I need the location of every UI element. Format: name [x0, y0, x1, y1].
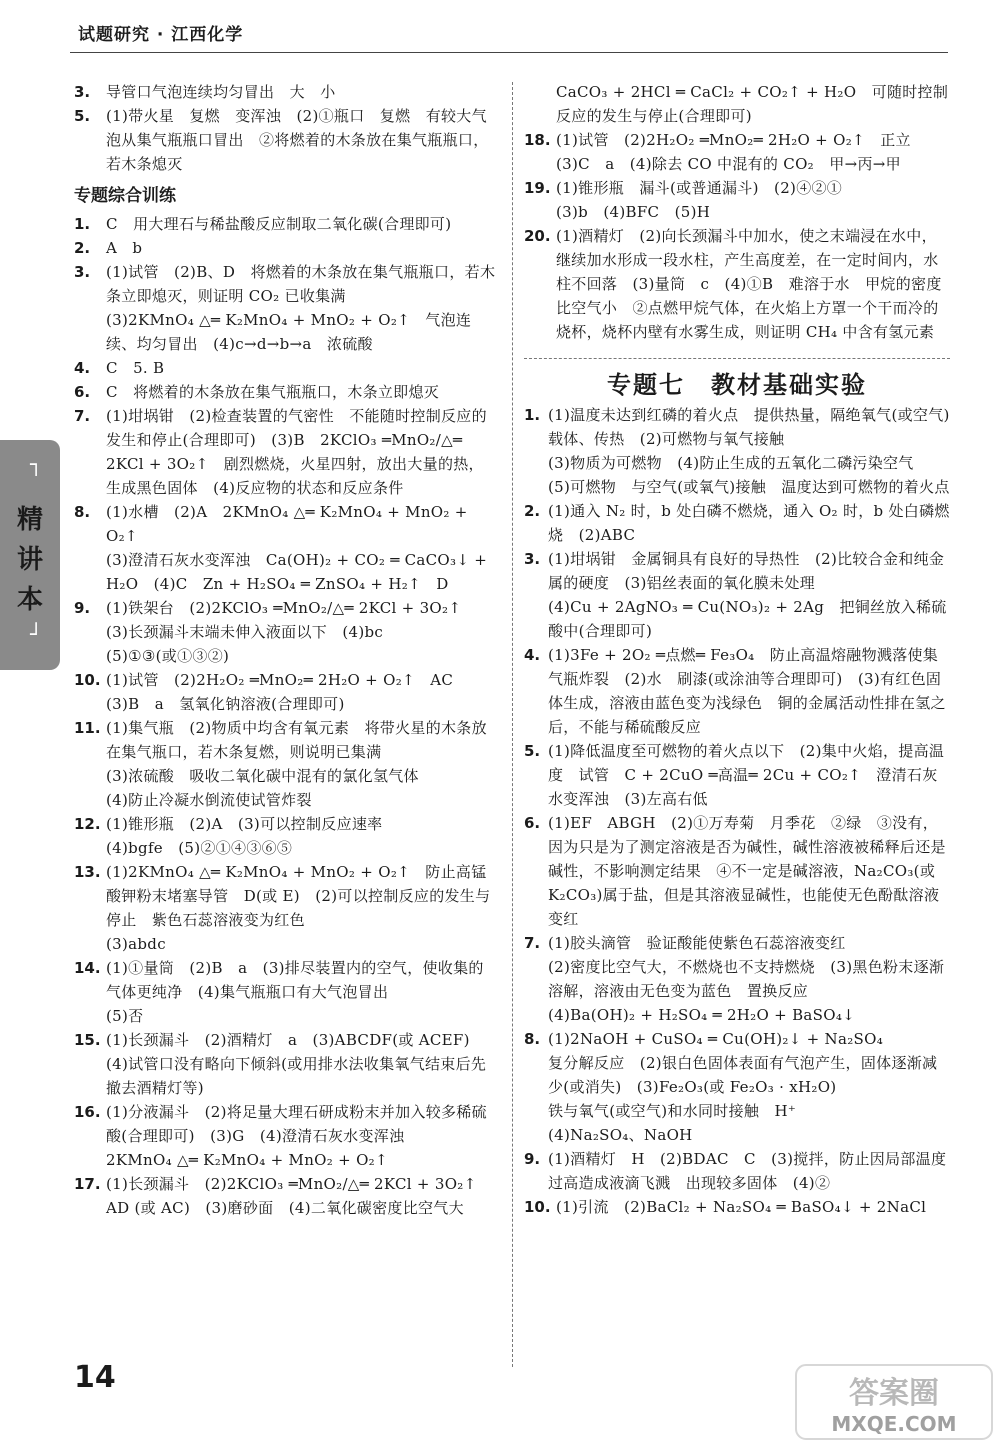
section-title: 专题综合训练	[74, 186, 176, 206]
item-number: 1.	[524, 406, 541, 424]
topic-divider	[524, 358, 950, 359]
item-number: 12.	[74, 815, 101, 833]
answer-item	[524, 224, 950, 344]
answer-item	[74, 956, 498, 1028]
item-text: (1)水槽 (2)A 2KMnO₄ △═ K₂MnO₄ + MnO₂ + O₂↑ (3)澄清石灰水变浑浊 Ca(OH)₂ + CO₂ ═ CaCO₃↓ + H₂O (4)C Zn + H₂SO₄ ═ ZnSO₄ + H₂↑ D	[106, 503, 488, 593]
watermark-text: 答案圈	[849, 1376, 939, 1411]
item-number: 20.	[524, 227, 551, 245]
item-text: (1)带火星 复燃 变浑浊 (2)①瓶口 复燃 有较大气泡从集气瓶瓶口冒出 ②将燃着的木条放在集气瓶瓶口，若木条熄灭	[106, 107, 489, 173]
answer-item	[524, 1195, 950, 1219]
tab-corner-mark-bottom: ┘	[30, 622, 43, 646]
answer-item	[74, 236, 498, 260]
item-number: 10.	[74, 671, 101, 689]
item-number: 3.	[524, 550, 541, 568]
item-number: 5.	[524, 742, 541, 760]
answer-item	[524, 1027, 950, 1147]
item-text: C 5. B	[106, 359, 165, 377]
answer-item	[74, 668, 498, 716]
item-text: (1)降低温度至可燃物的着火点以下 (2)集中火焰，提高温度 试管 C + 2CuO ═高温═ 2Cu + CO₂↑ 澄清石灰水变浑浊 (3)左高右低	[548, 742, 945, 808]
answer-item	[74, 596, 498, 668]
answer-item	[74, 80, 498, 104]
answer-item	[74, 1100, 498, 1172]
item-text: A b	[106, 239, 143, 257]
item-text: (1)试管 (2)2H₂O₂ ═MnO₂═ 2H₂O + O₂↑ 正立 (3)C a (4)除去 CO 中混有的 CO₂ 甲→丙→甲	[556, 131, 911, 173]
answer-item	[74, 1028, 498, 1100]
item-number: 5.	[74, 107, 91, 125]
item-text: (1)铁架台 (2)2KClO₃ ═MnO₂/△═ 2KCl + 3O₂↑ (3)长颈漏斗末端未伸入液面以下 (4)bc (5)①③(或①③②)	[106, 599, 462, 665]
item-text: (1)引流 (2)BaCl₂ + Na₂SO₄ ═ BaSO₄↓ + 2NaCl	[556, 1198, 927, 1216]
tab-corner-mark-top: ┐	[30, 452, 43, 476]
item-text: (1)集气瓶 (2)物质中均含有氧元素 将带火星的木条放在集气瓶口，若木条复燃，则说明已集满 (3)浓硫酸 吸收二氧化碳中混有的氯化氢气体 (4)防止冷凝水倒流使试管炸裂	[106, 719, 487, 809]
item-number: 9.	[74, 599, 91, 617]
item-text: (1)酒精灯 H (2)BDAC C (3)搅拌，防止因局部温度过高造成液滴飞溅 出现较多固体 (4)②	[548, 1150, 947, 1192]
item-text: (1)试管 (2)2H₂O₂ ═MnO₂═ 2H₂O + O₂↑ AC (3)B a 氢氧化钠溶液(合理即可)	[106, 671, 454, 713]
answer-item	[74, 404, 498, 500]
item-number: 8.	[74, 503, 91, 521]
item-number: 17.	[74, 1175, 101, 1193]
item-text: (1)胶头滴管 验证酸能使紫色石蕊溶液变红 (2)密度比空气大，不燃烧也不支持燃烧 (3)黑色粉末逐渐溶解，溶液由无色变为蓝色 置换反应 (4)Ba(OH)₂ + H₂SO₄ ═ 2H₂O + BaSO₄↓	[548, 934, 945, 1024]
item-number: 4.	[74, 359, 91, 377]
item-number: 8.	[524, 1030, 541, 1048]
left-column	[74, 80, 498, 1220]
watermark-url: MXQE.COM	[831, 1412, 957, 1436]
item-text: (1)①量筒 (2)B a (3)排尽装置内的空气，使收集的气体更纯净 (4)集气瓶瓶口有大气泡冒出 (5)否	[106, 959, 484, 1025]
watermark-logo	[794, 1361, 994, 1443]
answer-item	[74, 380, 498, 404]
answer-item	[524, 176, 950, 224]
item-number: 3.	[74, 263, 91, 281]
answer-item	[74, 1172, 498, 1220]
item-number: 3.	[74, 83, 91, 101]
item-text: (1)坩埚钳 金属铜具有良好的导热性 (2)比较合金和纯金属的硬度 (3)铝丝表面的氧化膜未处理 (4)Cu + 2AgNO₃ ═ Cu(NO₃)₂ + 2Ag 把铜丝放入稀硫酸中(合理即可)	[548, 550, 947, 640]
item-text: C 用大理石与稀盐酸反应制取二氧化碳(合理即可)	[106, 215, 452, 233]
item-text: (1)3Fe + 2O₂ ═点燃═ Fe₃O₄ 防止高温熔融物溅落使集气瓶炸裂 (2)水 刷漆(或涂油等合理即可) (3)有红色固体生成，溶液由蓝色变为浅绿色 铜的金属活动性排在氢之后，不能与稀硫酸反应	[548, 646, 946, 736]
header-rule	[70, 52, 948, 53]
item-number: 1.	[74, 215, 91, 233]
item-text: (1)锥形瓶 漏斗(或普通漏斗) (2)④②① (3)b (4)BFC (5)H	[556, 179, 843, 221]
item-text: (1)长颈漏斗 (2)2KClO₃ ═MnO₂/△═ 2KCl + 3O₂↑ AD (或 AC) (3)磨砂面 (4)二氧化碳密度比空气大	[106, 1175, 492, 1217]
item-text: (1)2NaOH + CuSO₄ ═ Cu(OH)₂↓ + Na₂SO₄ 复分解反应 (2)银白色固体表面有气泡产生，固体逐渐减少(或消失) (3)Fe₂O₃(或 Fe₂O₃ · xH₂O) 铁与氧气(或空气)和水同时接触 H⁺ (4)Na₂SO₄、NaOH	[548, 1030, 938, 1144]
item-number: 14.	[74, 959, 101, 977]
item-number: 16.	[74, 1103, 101, 1121]
item-text: (1)通入 N₂ 时，b 处白磷不燃烧，通入 O₂ 时，b 处白磷燃烧 (2)ABC	[548, 502, 950, 544]
answer-item	[524, 547, 950, 643]
side-tab-label: 精讲本	[16, 505, 43, 615]
answer-item	[524, 403, 950, 499]
answer-item	[74, 212, 498, 236]
column-divider	[512, 82, 513, 1367]
answer-item	[524, 739, 950, 811]
answer-item	[74, 260, 498, 356]
item-number: 6.	[74, 383, 91, 401]
item-text: CaCO₃ + 2HCl ═ CaCl₂ + CO₂↑ + H₂O 可随时控制反应的发生与停止(合理即可)	[556, 83, 949, 125]
answer-item	[74, 500, 498, 596]
item-text: (1)锥形瓶 (2)A (3)可以控制反应速率 (4)bgfe (5)②①④③⑥⑤	[106, 815, 383, 857]
item-number: 2.	[74, 239, 91, 257]
topic-title: 专题七 教材基础实验	[607, 371, 867, 399]
item-number: 10.	[524, 1198, 551, 1216]
answer-item	[74, 104, 498, 176]
answer-item	[524, 499, 950, 547]
answer-item	[74, 716, 498, 812]
answer-item	[524, 643, 950, 739]
item-text: (1)温度未达到红磷的着火点 提供热量，隔绝氧气(或空气) 载体、传热 (2)可燃物与氧气接触 (3)物质为可燃物 (4)防止生成的五氧化二磷污染空气 (5)可燃物 与空气(或氧气)接触 温度达到可燃物的着火点	[548, 406, 950, 496]
item-text: (1)分液漏斗 (2)将足量大理石研成粉末并加入较多稀硫酸(合理即可) (3)G (4)澄清石灰水变浑浊 2KMnO₄ △═ K₂MnO₄ + MnO₂ + O₂↑	[106, 1103, 487, 1169]
item-text: (1)长颈漏斗 (2)酒精灯 a (3)ABCDF(或 ACEF) (4)试管口没有略向下倾斜(或用排水法收集氧气结束后先撤去酒精灯等)	[106, 1031, 487, 1097]
answer-item	[524, 128, 950, 176]
item-number: 19.	[524, 179, 551, 197]
item-number: 7.	[524, 934, 541, 952]
item-text: (1)试管 (2)B、D 将燃着的木条放在集气瓶瓶口，若木条立即熄灭，则证明 CO₂ 已收集满 (3)2KMnO₄ △═ K₂MnO₄ + MnO₂ + O₂↑ 气泡连续、均匀冒出 (4)c→d→b→a 浓硫酸	[106, 263, 496, 353]
item-text: 导管口气泡连续均匀冒出 大 小	[106, 83, 336, 101]
item-number: 13.	[74, 863, 101, 881]
item-text: (1)坩埚钳 (2)检查装置的气密性 不能随时控制反应的发生和停止(合理即可) (3)B 2KClO₃ ═MnO₂/△═ 2KCl + 3O₂↑ 剧烈燃烧，火星四射，放出大量的热，生成黑色固体 (4)反应物的状态和反应条件	[106, 407, 487, 497]
item-text: (1)酒精灯 (2)向长颈漏斗中加水，使之末端浸在水中，继续加水形成一段水柱，产生高度差，在一定时间内，水柱不回落 (3)量筒 c (4)①B 难溶于水 甲烷的密度比空气小 ②点燃甲烷气体，在火焰上方罩一个干而冷的烧杯，烧杯内壁有水雾生成，则证明 CH₄ 中含有氢元素	[556, 227, 942, 341]
item-text: (1)2KMnO₄ △═ K₂MnO₄ + MnO₂ + O₂↑ 防止高锰酸钾粉末堵塞导管 D(或 E) (2)可以控制反应的发生与停止 紫色石蕊溶液变为红色 (3)abdc	[106, 863, 491, 953]
item-number: 18.	[524, 131, 551, 149]
answer-item	[74, 812, 498, 860]
item-number: 15.	[74, 1031, 101, 1049]
item-number: 2.	[524, 502, 541, 520]
item-text: C 将燃着的木条放在集气瓶瓶口，木条立即熄灭	[106, 383, 440, 401]
item-number: 6.	[524, 814, 541, 832]
item-text: (1)EF ABGH (2)①万寿菊 月季花 ②绿 ③没有，因为只是为了测定溶液是否为碱性，碱性溶液被稀释后还是碱性，不影响测定结果 ④不一定是碱溶液，Na₂CO₃(或 K₂CO₃)属于盐，但是其溶液显碱性，也能使无色酚酞溶液变红	[548, 814, 946, 928]
continuation-text	[524, 80, 950, 128]
item-number: 9.	[524, 1150, 541, 1168]
item-number: 11.	[74, 719, 101, 737]
right-column	[524, 80, 950, 1219]
running-header: 试题研究 · 江西化学	[78, 25, 244, 45]
answer-item	[74, 860, 498, 956]
answer-item	[524, 931, 950, 1027]
item-number: 4.	[524, 646, 541, 664]
item-number: 7.	[74, 407, 91, 425]
page-number: 14	[74, 1360, 116, 1395]
answer-item	[74, 356, 498, 380]
answer-item	[524, 1147, 950, 1195]
answer-item	[524, 811, 950, 931]
